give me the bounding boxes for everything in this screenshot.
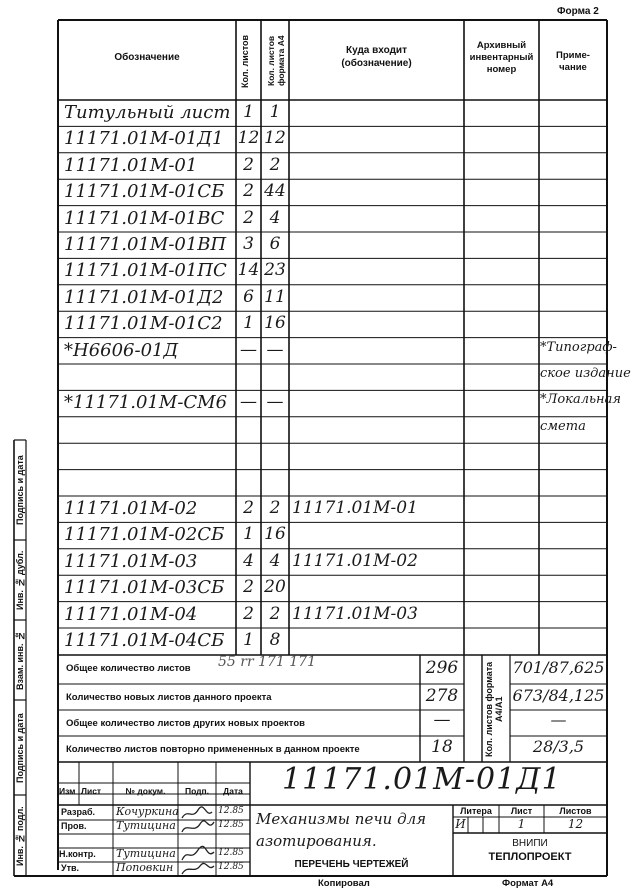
table-row — [58, 206, 607, 232]
date-appr: 12.85 — [218, 862, 244, 872]
row-designation: *11171.01М-СМ6 — [64, 392, 228, 414]
signatures — [180, 806, 216, 876]
table-row — [58, 390, 621, 416]
table-row — [58, 364, 631, 390]
row-designation: 11171.01М-03 — [64, 550, 198, 572]
copied-label: Копировал — [318, 878, 370, 889]
row-designation: 11171.01М-01 — [64, 154, 198, 176]
row-a4: 44 — [264, 181, 286, 202]
sheet-value: 1 — [517, 817, 526, 831]
col-docno: № докум. — [125, 786, 166, 796]
table-row — [58, 153, 607, 179]
row-a4: — — [266, 392, 284, 413]
row-count: 2 — [243, 207, 254, 228]
sheets-label: Листов — [559, 806, 592, 816]
date-dev: 12.85 — [218, 806, 244, 816]
row-designation: *Н6606-01Д — [64, 339, 179, 361]
name-check: Тутицина — [116, 819, 176, 832]
table-row — [58, 602, 607, 628]
table-row — [58, 285, 607, 311]
row-a4: 1 — [269, 102, 281, 122]
total-scribble: 55 rr 171 171 — [218, 654, 316, 670]
title-handwritten: Механизмы печи для азотирования. — [256, 810, 427, 850]
side-label-1: Подпись и дата — [15, 455, 25, 525]
reused-value: 18 — [431, 737, 453, 757]
row-a4: 11 — [264, 286, 286, 307]
row-a4: 16 — [264, 313, 286, 334]
header-archive-no: Архивный инвентарный номер — [469, 40, 534, 75]
org-line1: ВНИПИ — [512, 838, 548, 849]
role-appr: Утв. — [61, 863, 80, 873]
reused-a4: 28/3,5 — [532, 737, 585, 756]
row-designation: 11171.01М-01С2 — [64, 313, 223, 335]
table-row — [58, 496, 607, 522]
row-count: 1 — [243, 524, 254, 545]
reused-label: Количество листов повторно примененных в данном проекте — [66, 744, 360, 755]
row-count: 14 — [237, 260, 260, 281]
header-designation: Обозначение — [114, 52, 180, 63]
table-row — [58, 628, 607, 654]
sheets-value: 12 — [567, 817, 584, 831]
new-label: Количество новых листов данного проекта — [66, 692, 272, 703]
row-note: *Типограф- — [540, 339, 617, 355]
other-label: Общее количество листов других новых проектов — [66, 718, 305, 729]
row-where: 11171.01М-03 — [292, 603, 418, 624]
col-sign: Подп. — [184, 786, 210, 796]
row-a4: 2 — [269, 154, 281, 175]
row-designation: 11171.01М-03СБ — [64, 577, 225, 599]
row-a4: 2 — [269, 603, 281, 624]
table-row — [58, 100, 607, 126]
table-row — [58, 417, 607, 443]
row-designation: 11171.01М-01Д2 — [64, 286, 224, 308]
row-a4: 4 — [269, 207, 281, 228]
row-count: 12 — [237, 128, 260, 149]
new-a4: 673/84,125 — [512, 686, 605, 705]
a4-side-label: Кол. листов формата А4/А1 — [484, 661, 504, 757]
col-sheet: Лист — [81, 786, 102, 796]
litera-label: Литера — [460, 806, 492, 816]
other-value: — — [433, 710, 451, 730]
header-sheets-a4: Кол. листов формата А4 — [266, 35, 286, 87]
header-where-used: Куда входит (обозначение) — [341, 45, 412, 69]
title-printed: ПЕРЕЧЕНЬ ЧЕРТЕЖЕЙ — [294, 859, 409, 870]
date-nk: 12.85 — [218, 848, 244, 858]
row-designation: 11171.01М-01СБ — [64, 181, 225, 203]
row-designation: 11171.01М-04СБ — [64, 630, 225, 651]
row-count: 1 — [243, 313, 254, 334]
table-row — [58, 232, 607, 258]
row-count: — — [240, 339, 257, 360]
side-label-3: Взам. инв. № — [15, 630, 25, 690]
row-count: — — [240, 392, 257, 413]
litera-value: И — [455, 817, 466, 831]
row-designation: 11171.01М-02СБ — [64, 524, 225, 546]
table-row — [58, 338, 617, 364]
sheet-label: Лист — [510, 806, 533, 816]
total-label: Общее количество листов — [66, 663, 191, 674]
row-a4: 12 — [264, 128, 286, 149]
table-row — [58, 470, 607, 496]
table-row — [58, 522, 607, 548]
role-check: Пров. — [61, 821, 87, 831]
row-designation: 11171.01М-04 — [64, 603, 198, 625]
row-a4: 8 — [269, 630, 281, 650]
row-count: 2 — [243, 603, 254, 624]
row-a4: 4 — [269, 550, 281, 571]
col-change: Изм — [59, 786, 76, 796]
row-count: 2 — [243, 181, 254, 202]
row-count: 2 — [243, 577, 254, 598]
table-row — [58, 126, 607, 152]
row-designation: 11171.01М-01ВС — [64, 207, 225, 229]
new-value: 278 — [425, 686, 459, 706]
row-count: 1 — [243, 102, 254, 122]
total-value: 296 — [425, 658, 459, 678]
name-dev: Кочуркина — [116, 805, 179, 818]
org-line2: ТЕПЛОПРОЕКТ — [488, 851, 572, 863]
side-label-5: Инв. № подл. — [15, 806, 25, 866]
col-date: Дата — [223, 786, 243, 796]
row-count: 2 — [243, 498, 254, 518]
format-label: Формат А4 — [502, 878, 554, 889]
date-check: 12.85 — [218, 820, 244, 830]
side-label-4: Подпись и дата — [15, 713, 25, 783]
row-note: ское издание — [540, 366, 631, 381]
row-count: 6 — [243, 286, 254, 307]
row-a4: 6 — [269, 234, 281, 254]
table-row — [58, 258, 607, 284]
form-label: Форма 2 — [557, 6, 599, 17]
role-nk: Н.контр. — [59, 849, 96, 859]
row-designation: 11171.01М-01Д1 — [64, 128, 224, 150]
table-row — [58, 575, 607, 601]
row-where: 11171.01М-01 — [292, 498, 418, 518]
role-dev: Разраб. — [61, 807, 96, 817]
table-row — [58, 311, 607, 337]
row-count: 4 — [243, 550, 254, 571]
header-note: Приме- чание — [556, 50, 590, 73]
row-count: 2 — [243, 154, 254, 175]
header-sheets-count: Кол. листов — [240, 34, 250, 88]
total-a4: 701/87,625 — [512, 658, 605, 677]
name-appr: Поповкин — [116, 861, 174, 874]
row-count: 1 — [243, 630, 254, 650]
row-a4: — — [266, 339, 284, 360]
other-a4: — — [550, 710, 567, 729]
row-a4: 2 — [269, 498, 281, 518]
row-designation: 11171.01М-02 — [64, 498, 198, 519]
row-a4: 23 — [264, 260, 286, 281]
table-row — [58, 443, 607, 469]
name-nk: Тутицина — [116, 847, 176, 860]
row-count: 3 — [243, 234, 254, 254]
side-label-2: Инв. № дубл. — [15, 550, 25, 610]
table-row — [58, 179, 607, 205]
row-designation: 11171.01М-01ПС — [64, 260, 227, 282]
doc-code: 11171.01М-01Д1 — [282, 762, 562, 797]
row-a4: 20 — [264, 577, 286, 598]
row-note: *Локальная — [540, 392, 621, 408]
row-where: 11171.01М-02 — [292, 550, 418, 571]
row-designation: Титульный лист — [64, 102, 231, 123]
row-designation: 11171.01М-01ВП — [64, 234, 227, 255]
row-a4: 16 — [264, 524, 286, 545]
row-note: смета — [540, 418, 586, 434]
table-row — [58, 549, 607, 575]
